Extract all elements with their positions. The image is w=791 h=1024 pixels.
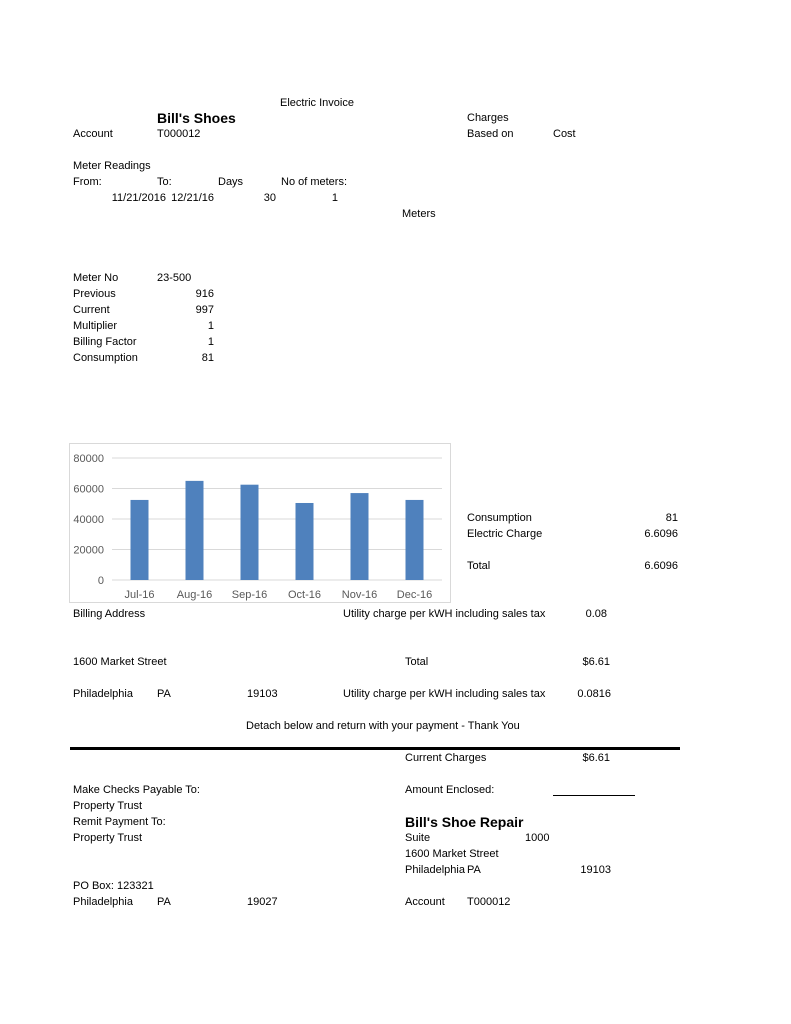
billing-city: Philadelphia <box>73 688 133 700</box>
payee-zip: 19027 <box>247 896 278 908</box>
days-label: Days <box>218 176 244 188</box>
remit-payee-name: Property Trust <box>73 832 143 844</box>
billing-factor-value: 1 <box>207 336 214 348</box>
current-label: Current <box>73 304 110 316</box>
meter-no-value: 23-500 <box>157 272 192 284</box>
billing-address-label: Billing Address <box>73 608 146 620</box>
previous-value: 916 <box>195 288 214 300</box>
num-meters-label: No of meters: <box>281 176 348 188</box>
cost-label: Cost <box>553 128 576 140</box>
detach-divider <box>70 747 680 750</box>
y-tick-label: 20000 <box>73 544 104 557</box>
summary-consumption-value: 81 <box>665 512 678 524</box>
customer-city: Philadelphia <box>405 864 465 876</box>
usage-chart <box>69 443 451 603</box>
bar-oct-16 <box>296 503 314 580</box>
bar-sep-16 <box>241 485 259 580</box>
consumption-label: Consumption <box>73 352 138 364</box>
electric-charge-label: Electric Charge <box>467 528 543 540</box>
summary-consumption-label: Consumption <box>467 512 532 524</box>
bar-dec-16 <box>406 500 424 580</box>
rate-value-2: 0.0816 <box>577 688 611 700</box>
payee-name: Property Trust <box>73 800 143 812</box>
previous-label: Previous <box>73 288 116 300</box>
meters-label: Meters <box>402 208 436 220</box>
bar-nov-16 <box>351 493 369 580</box>
po-box: PO Box: 123321 <box>73 880 154 892</box>
account-label: Account <box>73 128 113 140</box>
meter-no-label: Meter No <box>73 272 119 284</box>
rate-label-1: Utility charge per kWH including sales tax <box>343 608 546 620</box>
customer-state: PA <box>467 864 481 876</box>
from-date: 11/21/2016 <box>111 192 166 204</box>
remit-account-label: Account <box>405 896 445 908</box>
current-charges-value: $6.61 <box>582 752 610 764</box>
billing-state: PA <box>157 688 171 700</box>
invoice-title: Electric Invoice <box>280 97 354 109</box>
billing-zip: 19103 <box>247 688 278 700</box>
amount-enclosed-line[interactable] <box>553 795 635 796</box>
summary-total-label: Total <box>467 560 491 572</box>
amount-enclosed-label: Amount Enclosed: <box>405 784 495 796</box>
usage-chart-svg <box>70 444 450 602</box>
y-tick-label: 40000 <box>73 514 104 526</box>
rate-label-2: Utility charge per kWH including sales tax <box>343 688 546 700</box>
y-tick-label: 60000 <box>73 483 104 496</box>
summary-total-value: 6.6096 <box>644 560 678 572</box>
y-tick-label: 0 <box>97 575 104 587</box>
x-tick-label: Dec-16 <box>396 589 433 601</box>
num-meters-value: 1 <box>331 192 338 204</box>
based-on-label: Based on <box>467 128 514 140</box>
detach-note: Detach below and return with your payment - Thank You <box>246 720 520 732</box>
make-checks-label: Make Checks Payable To: <box>73 784 200 796</box>
current-value: 997 <box>195 304 214 316</box>
current-charges-label: Current Charges <box>405 752 487 764</box>
suite-label: Suite <box>405 832 431 844</box>
y-tick-label: 80000 <box>73 453 104 465</box>
multiplier-value: 1 <box>207 320 214 332</box>
multiplier-label: Multiplier <box>73 320 118 332</box>
remit-account-value: T000012 <box>467 896 511 908</box>
suite-value: 1000 <box>525 832 550 844</box>
billing-factor-label: Billing Factor <box>73 336 137 348</box>
electric-charge-value: 6.6096 <box>644 528 678 540</box>
x-tick-label: Sep-16 <box>231 589 268 601</box>
x-tick-label: Jul-16 <box>124 589 155 601</box>
payee-city: Philadelphia <box>73 896 133 908</box>
remit-payment-label: Remit Payment To: <box>73 816 166 828</box>
account-value: T000012 <box>157 128 201 140</box>
customer-zip: 19103 <box>580 864 611 876</box>
billing-street: 1600 Market Street <box>73 656 167 668</box>
to-date: 12/21/16 <box>171 192 214 204</box>
rate-value-1: 0.08 <box>585 608 607 620</box>
bar-jul-16 <box>131 500 149 580</box>
billing-total-label: Total <box>405 656 429 668</box>
consumption-value: 81 <box>201 352 214 364</box>
from-label: From: <box>73 176 102 188</box>
customer-name: Bill's Shoes <box>157 110 236 126</box>
customer-street: 1600 Market Street <box>405 848 499 860</box>
remit-customer-name: Bill's Shoe Repair <box>405 814 524 830</box>
payee-state: PA <box>157 896 171 908</box>
billing-total-value: $6.61 <box>582 656 610 668</box>
to-label: To: <box>157 176 172 188</box>
bar-aug-16 <box>186 481 204 580</box>
x-tick-label: Aug-16 <box>176 589 213 601</box>
days-value: 30 <box>263 192 276 204</box>
meter-readings-label: Meter Readings <box>73 160 151 172</box>
x-tick-label: Nov-16 <box>341 589 378 601</box>
x-tick-label: Oct-16 <box>287 589 322 601</box>
charges-label: Charges <box>467 112 509 124</box>
